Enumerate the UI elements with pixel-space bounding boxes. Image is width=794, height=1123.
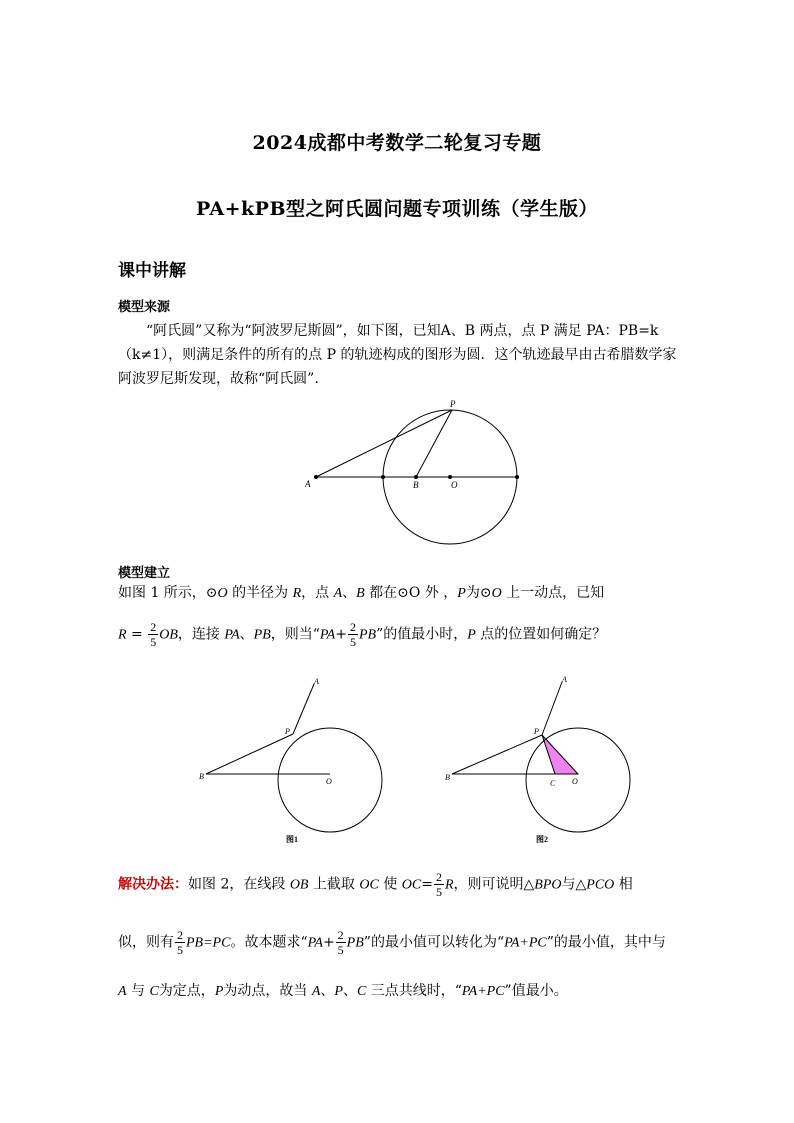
fig2-label-a: A	[562, 675, 567, 684]
label-p: P	[450, 399, 456, 409]
section-heading: 课中讲解	[118, 261, 186, 281]
point-right-intersection	[515, 475, 519, 479]
fig2-label-c: C	[550, 779, 556, 788]
model-build-line-1: 如图 1 所示，⊙O 的半径为 R，点 A、B 都在⊙O 外 ，P为⊙O 上一动点，已知	[118, 585, 605, 601]
fig2-circle	[526, 728, 630, 832]
fig1-segment-bp	[206, 734, 293, 774]
solution-line-3: A 与 C为定点，P为动点，故当 A、P、C 三点共线时，“PA+PC”值最小。	[118, 983, 568, 999]
point-b	[414, 475, 418, 479]
label-o: O	[451, 480, 458, 490]
figure-1	[190, 672, 390, 852]
point-a	[314, 475, 318, 479]
document-subtitle: PA+kPB型之阿氏圆问题专项训练（学生版）	[195, 198, 599, 220]
fraction-two-fifths: $\frac{2}{5}$	[349, 620, 356, 649]
model-source-line-1: “阿氏圆”又称为“阿波罗尼斯圆”，如下图，已知A、B 两点，点 P 满足 PA：PB=k	[146, 323, 659, 339]
fig2-highlight-triangle	[542, 735, 578, 774]
point-left-intersection	[381, 475, 385, 479]
fraction-two-fifths: $\frac{2}{5}$	[150, 620, 157, 649]
model-source-line-2: （k≠1），则满足条件的所有的点 P 的轨迹构成的图形为圆．这个轨迹最早由古希腊数学家	[118, 347, 677, 363]
fig1-label-o: O	[326, 777, 332, 786]
fig2-label-o: O	[572, 777, 578, 786]
fig1-segment-pa	[293, 684, 314, 734]
fig2-segment-bp	[452, 735, 542, 774]
fraction-two-fifths: $\frac{2}{5}$	[435, 870, 442, 899]
fig1-label-p: P	[285, 727, 290, 736]
solution-line-1: 解决办法：如图 2，在线段 OB 上截取 OC 使 OC= $\frac{2}{5}$ R，则可说明△BPO与△PCO 相	[118, 870, 633, 899]
model-build-line-2: R = $\frac{2}{5}$ OB，连接 PA、PB，则当“PA+ $\frac{2}{5}$ PB”的值最小时，P 点的位置如何确定？	[118, 620, 607, 649]
fig2-caption: 图2	[536, 835, 548, 844]
point-o	[448, 475, 452, 479]
fig2-label-p: P	[534, 727, 539, 736]
fig1-label-b: B	[199, 772, 204, 781]
fig1-label-a: A	[314, 677, 319, 686]
label-a: A	[305, 479, 311, 489]
fig2-label-b: B	[445, 773, 450, 782]
fraction-two-fifths: $\frac{2}{5}$	[177, 928, 183, 957]
label-b: B	[413, 480, 419, 490]
fraction-two-fifths: $\frac{2}{5}$	[337, 928, 344, 957]
figure-2	[440, 672, 640, 852]
model-build-heading: 模型建立	[118, 566, 171, 581]
fig1-caption: 图1	[286, 835, 298, 844]
solution-label: 解决办法：	[118, 876, 188, 893]
segment-pb	[416, 410, 452, 477]
fig2-segment-pa	[542, 682, 562, 735]
model-source-line-3: 阿波罗尼斯发现，故称“阿氏圆”.	[118, 371, 319, 387]
model-source-heading: 模型来源	[118, 300, 171, 315]
solution-line-2: 似，则有 $\frac{2}{5}$ PB=PC。故本题求“PA+ $\frac{2}{5}$ PB”的最小值可以转化为“PA+PC”的最小值，其中与	[118, 928, 666, 957]
apollonius-circle-figure	[300, 395, 530, 555]
document-title: 2024成都中考数学二轮复习专题	[252, 132, 542, 154]
